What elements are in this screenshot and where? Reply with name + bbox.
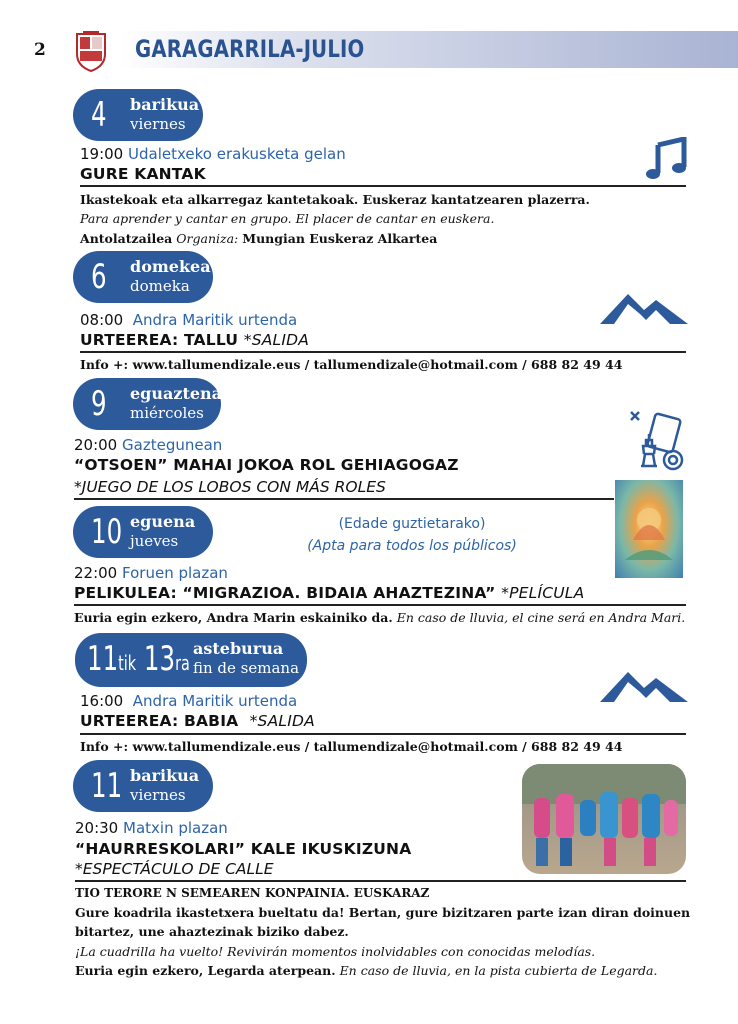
- event-organizer: [80, 231, 437, 246]
- divider: [80, 733, 686, 735]
- day-basque: eguena: [130, 512, 196, 531]
- organizer-label-spanish: Organiza:: [176, 231, 239, 246]
- event-time: 20:00: [74, 436, 118, 454]
- movie-poster: [615, 480, 683, 578]
- event-time: 22:00: [74, 564, 118, 582]
- event-subtitle: *JUEGO DE LOS LOBOS CON MÁS ROLES: [74, 478, 386, 496]
- divider: [74, 604, 686, 606]
- event-description-spanish: ¡La cuadrilla ha vuelto! Revivirán momentos inolvidables con conocidas melodías.: [75, 944, 596, 959]
- event-title: GURE KANTAK: [80, 165, 206, 183]
- date-number: 4: [91, 95, 107, 135]
- event-title-basque: PELIKULEA: “MIGRAZIOA. BIDAIA AHAZTEZINA”: [74, 584, 496, 602]
- date-badge-11-13: [75, 633, 307, 687]
- event-title-basque: URTEEREA: TALLU: [80, 331, 239, 349]
- organizer-label-basque: Antolatzailea: [80, 231, 173, 246]
- event-company: TIO TERORE N SEMEAREN KONPAINIA. EUSKARAZ: [75, 886, 430, 900]
- date-number: 10: [91, 512, 123, 552]
- mountain-icon: [600, 668, 688, 704]
- town-crest-icon: [75, 30, 107, 72]
- event-description-basque: Ikastekoak eta alkarregaz kantetakoak. Euskeraz kantatzearen plazerra.: [80, 192, 590, 207]
- divider: [80, 185, 686, 187]
- organizer-name: Mungian Euskeraz Alkartea: [242, 231, 438, 246]
- audience-note-basque: (Edade guztietarako): [338, 516, 486, 532]
- event-subtitle: *ESPECTÁCULO DE CALLE: [75, 860, 274, 878]
- event-place: Andra Maritik urtenda: [132, 692, 298, 710]
- event-time: 16:00: [80, 692, 124, 710]
- day-spanish: viernes: [130, 786, 186, 804]
- event-info: Info +: www.tallumendizale.eus / tallumendizale@hotmail.com / 688 82 49 44: [80, 739, 623, 754]
- dancers-photo: [522, 764, 686, 874]
- event-title: “HAURRESKOLARI” KALE IKUSKIZUNA: [75, 840, 412, 858]
- audience-note-spanish: (Apta para todos los públicos): [307, 538, 517, 554]
- rain-note-spanish: En caso de lluvia, el cine será en Andra Mari.: [396, 610, 686, 625]
- date-badge-11: [73, 760, 213, 812]
- date-badge-4: [73, 89, 203, 141]
- event-place: Foruen plazan: [122, 564, 228, 582]
- day-basque: eguaztena: [130, 384, 223, 403]
- rain-note-basque: Euria egin ezkero, Andra Marin eskainiko da.: [74, 610, 393, 625]
- date-badge-9: [73, 378, 221, 430]
- event-title: [80, 331, 309, 349]
- event-info: Info +: www.tallumendizale.eus / tallumendizale@hotmail.com / 688 82 49 44: [80, 357, 623, 372]
- date-number: 9: [91, 384, 107, 424]
- event-place: Udaletxeko erakusketa gelan: [128, 145, 346, 163]
- event-time: 19:00: [80, 145, 124, 163]
- page-number: 2: [34, 40, 46, 60]
- page-title: GARAGARRILA-JULIO: [135, 35, 365, 63]
- event-title: “OTSOEN” MAHAI JOKOA ROL GEHIAGOGAZ: [74, 456, 459, 474]
- rain-note-spanish: En caso de lluvia, en la pista cubierta de Legarda.: [339, 963, 658, 978]
- date-range: [87, 639, 190, 683]
- board-game-icon: [627, 410, 687, 472]
- event-time-place: [80, 311, 297, 329]
- date-number: 11: [91, 766, 123, 806]
- date-badge-10: [73, 506, 213, 558]
- event-place: Gaztegunean: [122, 436, 223, 454]
- event-time-place: [74, 564, 228, 582]
- event-title-spanish: *SALIDA: [249, 712, 315, 730]
- date-number: 6: [91, 257, 107, 297]
- date-end: 13: [143, 639, 176, 679]
- event-time: 08:00: [80, 311, 124, 329]
- event-description-basque-1: Gure koadrila ikastetxera bueltatu da! Bertan, gure bizitzaren parte izan diran doinuen: [75, 905, 691, 920]
- day-spanish: jueves: [130, 532, 179, 550]
- event-title-spanish: *PELÍCULA: [501, 584, 585, 602]
- event-title-basque: URTEEREA: BABIA: [80, 712, 239, 730]
- event-description-spanish: Para aprender y cantar en grupo. El placer de cantar en euskera.: [80, 211, 495, 226]
- event-time-place: [80, 692, 297, 710]
- date-start: 11: [87, 639, 119, 679]
- day-spanish: domeka: [130, 277, 190, 295]
- divider: [75, 880, 686, 882]
- event-time: 20:30: [75, 819, 119, 837]
- event-title: [74, 584, 584, 602]
- event-time-place: [75, 819, 228, 837]
- date-end-suffix: ra: [175, 651, 190, 675]
- day-spanish: miércoles: [130, 404, 204, 422]
- event-description-basque-2: bitartez, une ahaztezinak biziko dabez.: [75, 924, 349, 939]
- event-place: Andra Maritik urtenda: [132, 311, 298, 329]
- rain-note-basque: Euria egin ezkero, Legarda aterpean.: [75, 963, 336, 978]
- day-basque: domekea: [130, 257, 211, 276]
- divider: [80, 351, 686, 353]
- event-rain-note: [75, 963, 657, 978]
- music-note-icon: [644, 137, 688, 181]
- day-basque: asteburua: [193, 639, 284, 658]
- day-spanish: viernes: [130, 115, 186, 133]
- day-basque: barikua: [130, 95, 200, 114]
- mountain-icon: [600, 290, 688, 326]
- date-start-suffix: tik: [118, 651, 137, 675]
- divider: [74, 498, 614, 500]
- event-time-place: [74, 436, 222, 454]
- event-title-spanish: *SALIDA: [243, 331, 310, 349]
- event-rain-note: [74, 610, 685, 625]
- day-basque: barikua: [130, 766, 200, 785]
- day-spanish: fin de semana: [193, 659, 300, 677]
- event-title: [80, 712, 315, 730]
- date-badge-6: [73, 251, 213, 303]
- event-time-place: [80, 145, 346, 163]
- event-place: Matxin plazan: [123, 819, 228, 837]
